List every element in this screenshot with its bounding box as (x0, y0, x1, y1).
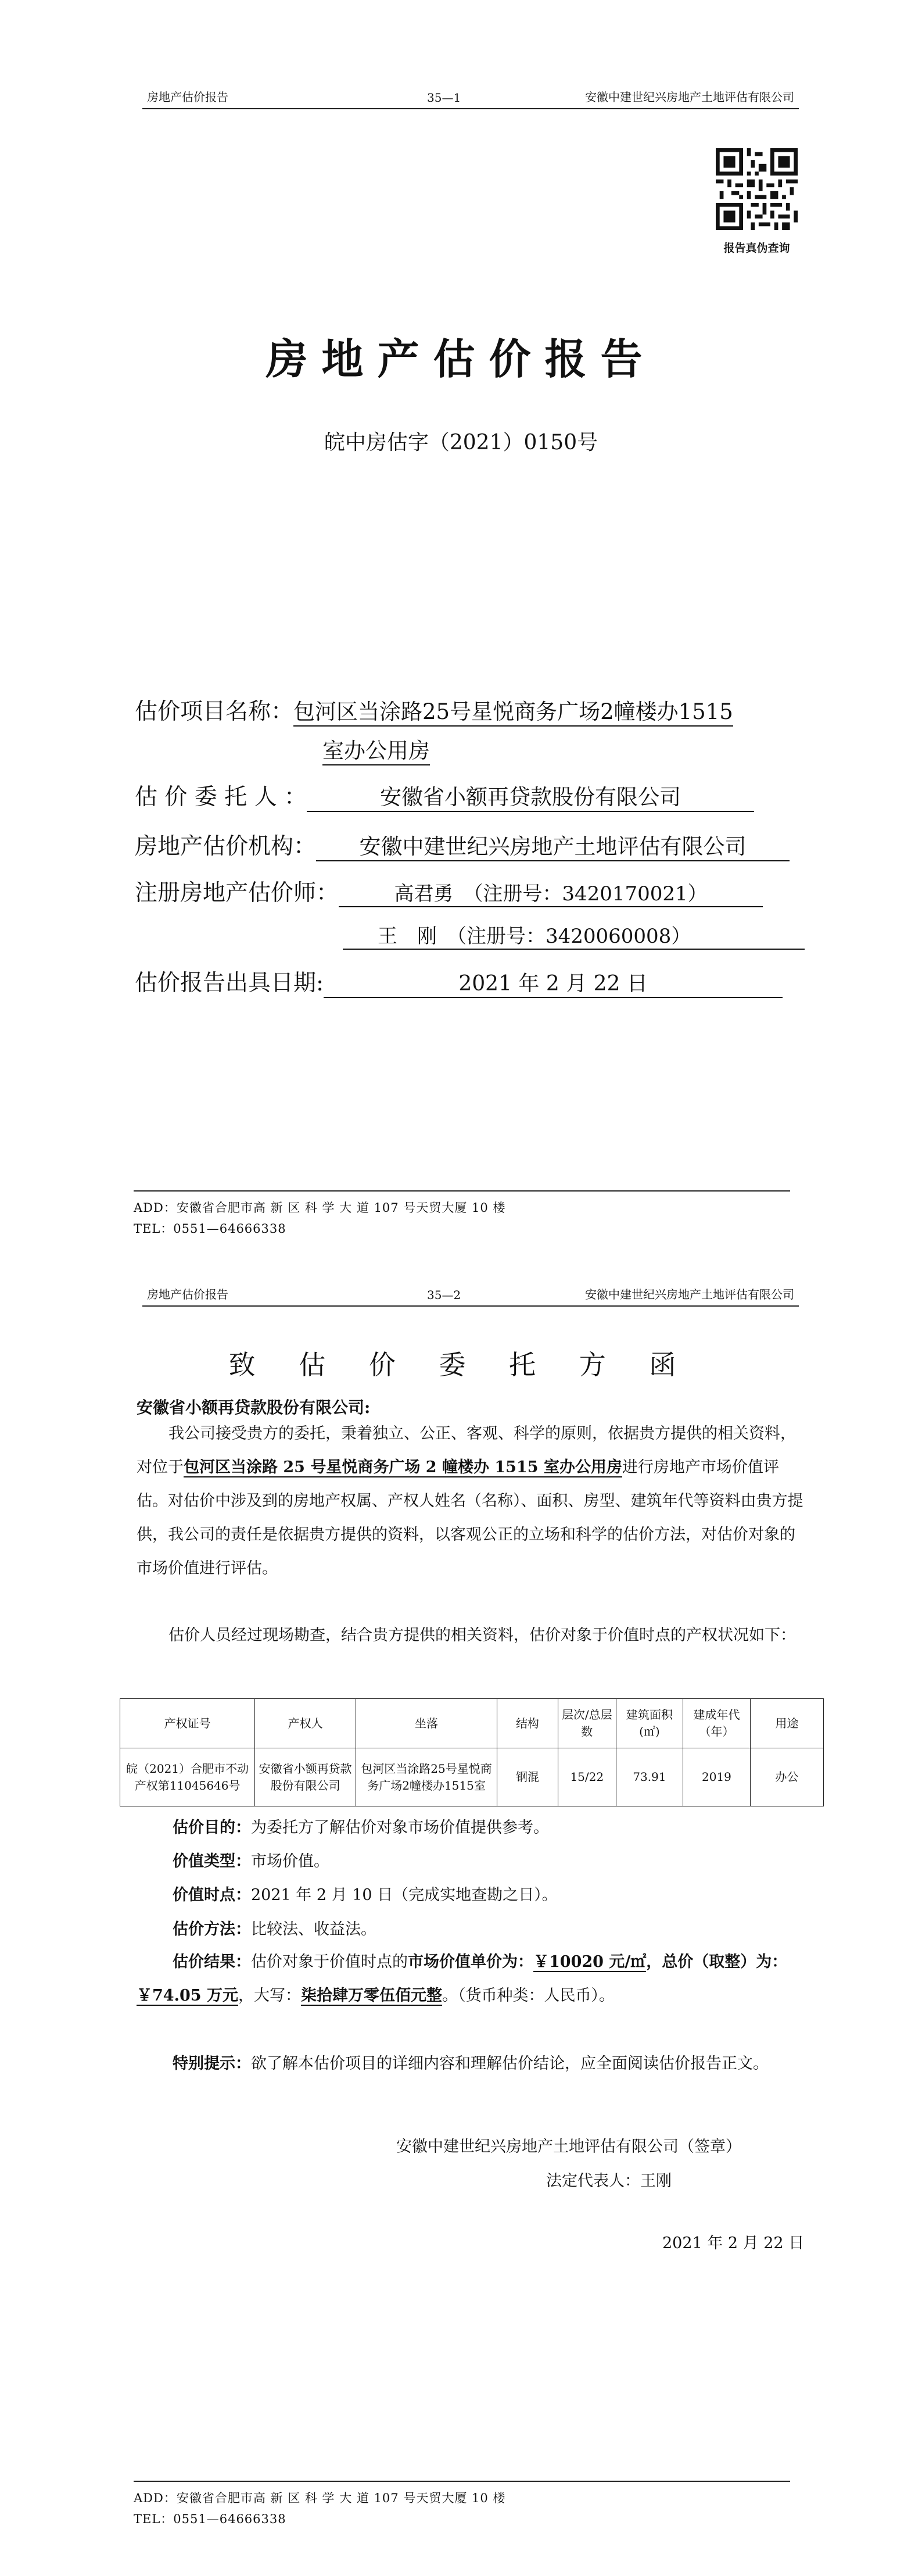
value-time-label: 价值时点： (173, 1886, 251, 1904)
footer-tel: TEL：0551—64666338 (134, 2512, 286, 2526)
table-header: 层次/总层数 (558, 1699, 616, 1748)
letter-paragraph-2: 估价人员经过现场勘查，结合贵方提供的相关资料，估价对象于价值时点的产权状况如下： (168, 1626, 796, 1644)
agency-label: 房地产估价机构： (135, 833, 317, 860)
purpose-label: 估价目的： (173, 1819, 251, 1837)
method-label: 估价方法： (173, 1920, 251, 1938)
letter-title: 致 估 价 委 托 方 函 (228, 1349, 694, 1380)
qr-caption: 报告真伪查询 (723, 242, 790, 255)
table-header: 建筑面积(㎡) (616, 1699, 683, 1748)
table-cell: 办公 (750, 1748, 823, 1806)
unit-price-label: 市场价值单价为： (408, 1953, 533, 1971)
footer-address: ADD：安徽省合肥市高 新 区 科 学 大 道 107 号天贸大厦 10 楼 (134, 1201, 506, 1215)
page-header (142, 1285, 799, 1307)
signature-company: 安徽中建世纪兴房地产土地评估有限公司（签章） (396, 2138, 741, 2156)
uppercase-value: 柒拾肆万零伍佰元整 (300, 1987, 442, 2005)
project-name-row (135, 693, 733, 727)
project-value: 包河区当涂路25号星悦商务广场2幢楼办1515 (293, 694, 733, 727)
header-right: 安徽中建世纪兴房地产土地评估有限公司 (585, 90, 794, 104)
method-value: 比较法、收益法。 (251, 1920, 376, 1938)
appraiser-row (135, 875, 763, 907)
table-cell: 钢混 (497, 1748, 558, 1806)
qr-code-icon (716, 148, 798, 230)
unit-price-value: ￥10020 元/㎡ (533, 1953, 647, 1971)
table-cell: 皖（2021）合肥市不动产权第11045646号 (120, 1748, 255, 1806)
p1-text-a: 我公司接受贵方的委托，秉着独立、公正、客观、科学的原则，依据贵方提供的相关资料，对位于 (137, 1425, 796, 1476)
table-header: 建成年代（年） (683, 1699, 751, 1748)
result-paragraph (137, 1945, 805, 2013)
table-header: 产权人 (255, 1699, 356, 1748)
p1-property: 包河区当涂路 25 号星悦商务广场 2 幢楼办 1515 室办公用房 (184, 1458, 622, 1476)
special-value: 欲了解本估价项目的详细内容和理解估价结论，应全面阅读估价报告正文。 (251, 2055, 769, 2073)
appraiser-row-2 (343, 920, 805, 950)
table-cell: 73.91 (616, 1748, 683, 1806)
project-label: 估价项目名称： (135, 699, 294, 725)
report-title: 房地产估价报告 (266, 334, 656, 384)
special-note (137, 2047, 805, 2081)
result-label: 估价结果： (173, 1953, 251, 1971)
letter-recipient: 安徽省小额再贷款股份有限公司: (137, 1398, 371, 1417)
uppercase-label: ，大写： (238, 1987, 301, 2005)
client-value: 安徽省小额再贷款股份有限公司 (307, 779, 754, 812)
footer-address: ADD：安徽省合肥市高 新 区 科 学 大 道 107 号天贸大厦 10 楼 (134, 2491, 506, 2505)
page-number: 35—1 (427, 91, 461, 105)
purpose-value: 为委托方了解估价对象市场价值提供参考。 (251, 1819, 549, 1837)
date-row (135, 965, 783, 998)
value-type-label: 价值类型： (173, 1852, 251, 1870)
currency-note: 。（货币种类：人民币）。 (442, 1987, 615, 2005)
table-cell: 15/22 (558, 1748, 616, 1806)
total-price-label: ，总价（取整）为： (646, 1953, 788, 1971)
table-cell: 安徽省小额再贷款股份有限公司 (255, 1748, 356, 1806)
page-footer (134, 1190, 802, 1237)
header-left: 房地产估价报告 (147, 1287, 228, 1301)
table-cell: 2019 (683, 1748, 751, 1806)
property-rights-table (120, 1698, 824, 1806)
header-left: 房地产估价报告 (147, 90, 228, 104)
table-header: 产权证号 (120, 1699, 255, 1748)
agency-row (135, 828, 790, 861)
table-header: 坐落 (356, 1699, 497, 1748)
table-cell: 包河区当涂路25号星悦商务广场2幢楼办1515室 (356, 1748, 497, 1806)
value-type-row (173, 1848, 329, 1871)
date-value: 2021 年 2 月 22 日 (324, 967, 783, 998)
method-row (173, 1916, 376, 1939)
total-price-value: ￥74.05 万元 (137, 1987, 238, 2005)
signature-date: 2021 年 2 月 22 日 (662, 2234, 805, 2252)
appraiser-2: 王 刚 （注册号：3420060008） (343, 920, 805, 950)
footer-tel: TEL：0551—64666338 (134, 1222, 286, 1236)
page-footer (134, 2481, 802, 2527)
p1-text-c: 进行房地产市场价值评估。对估价中涉及到的房地产权属、产权人姓名（名称）、面积、房型、建筑年代等资料由贵方提供，我公司的责任是依据贵方提供的资料，以客观公正的立场和科学的估价方法，对估价对象的市场价值进行评估。 (137, 1458, 803, 1577)
client-row (135, 779, 754, 812)
date-label: 估价报告出具日期: (135, 970, 324, 996)
project-value-2: 室办公用房 (322, 733, 430, 765)
client-label: 估 价 委 托 人 ： (135, 784, 307, 810)
result-text: 估价对象于价值时点的 (251, 1953, 408, 1971)
purpose-row (173, 1815, 549, 1837)
value-type-value: 市场价值。 (251, 1852, 329, 1870)
table-header-row (120, 1699, 824, 1748)
appraiser-1: 高君勇 （注册号：3420170021） (339, 878, 763, 907)
agency-value: 安徽中建世纪兴房地产土地评估有限公司 (316, 829, 790, 861)
special-label: 特别提示： (173, 2055, 251, 2073)
table-row (120, 1748, 824, 1806)
header-right: 安徽中建世纪兴房地产土地评估有限公司 (585, 1287, 794, 1301)
project-name-row-2 (322, 733, 430, 765)
signature-representative: 法定代表人：王刚 (546, 2172, 672, 2190)
page-header (142, 87, 799, 109)
appraiser-label: 注册房地产估价师： (135, 880, 339, 906)
report-cover-page (0, 0, 922, 1285)
letter-paragraph-1 (137, 1417, 805, 1586)
page-number: 35—2 (427, 1288, 461, 1302)
table-header: 结构 (497, 1699, 558, 1748)
table-header: 用途 (750, 1699, 823, 1748)
value-time-value: 2021 年 2 月 10 日（完成实地查勘之日）。 (251, 1886, 558, 1904)
report-number: 皖中房估字（2021）0150号 (324, 431, 598, 455)
value-time-row (173, 1882, 558, 1905)
